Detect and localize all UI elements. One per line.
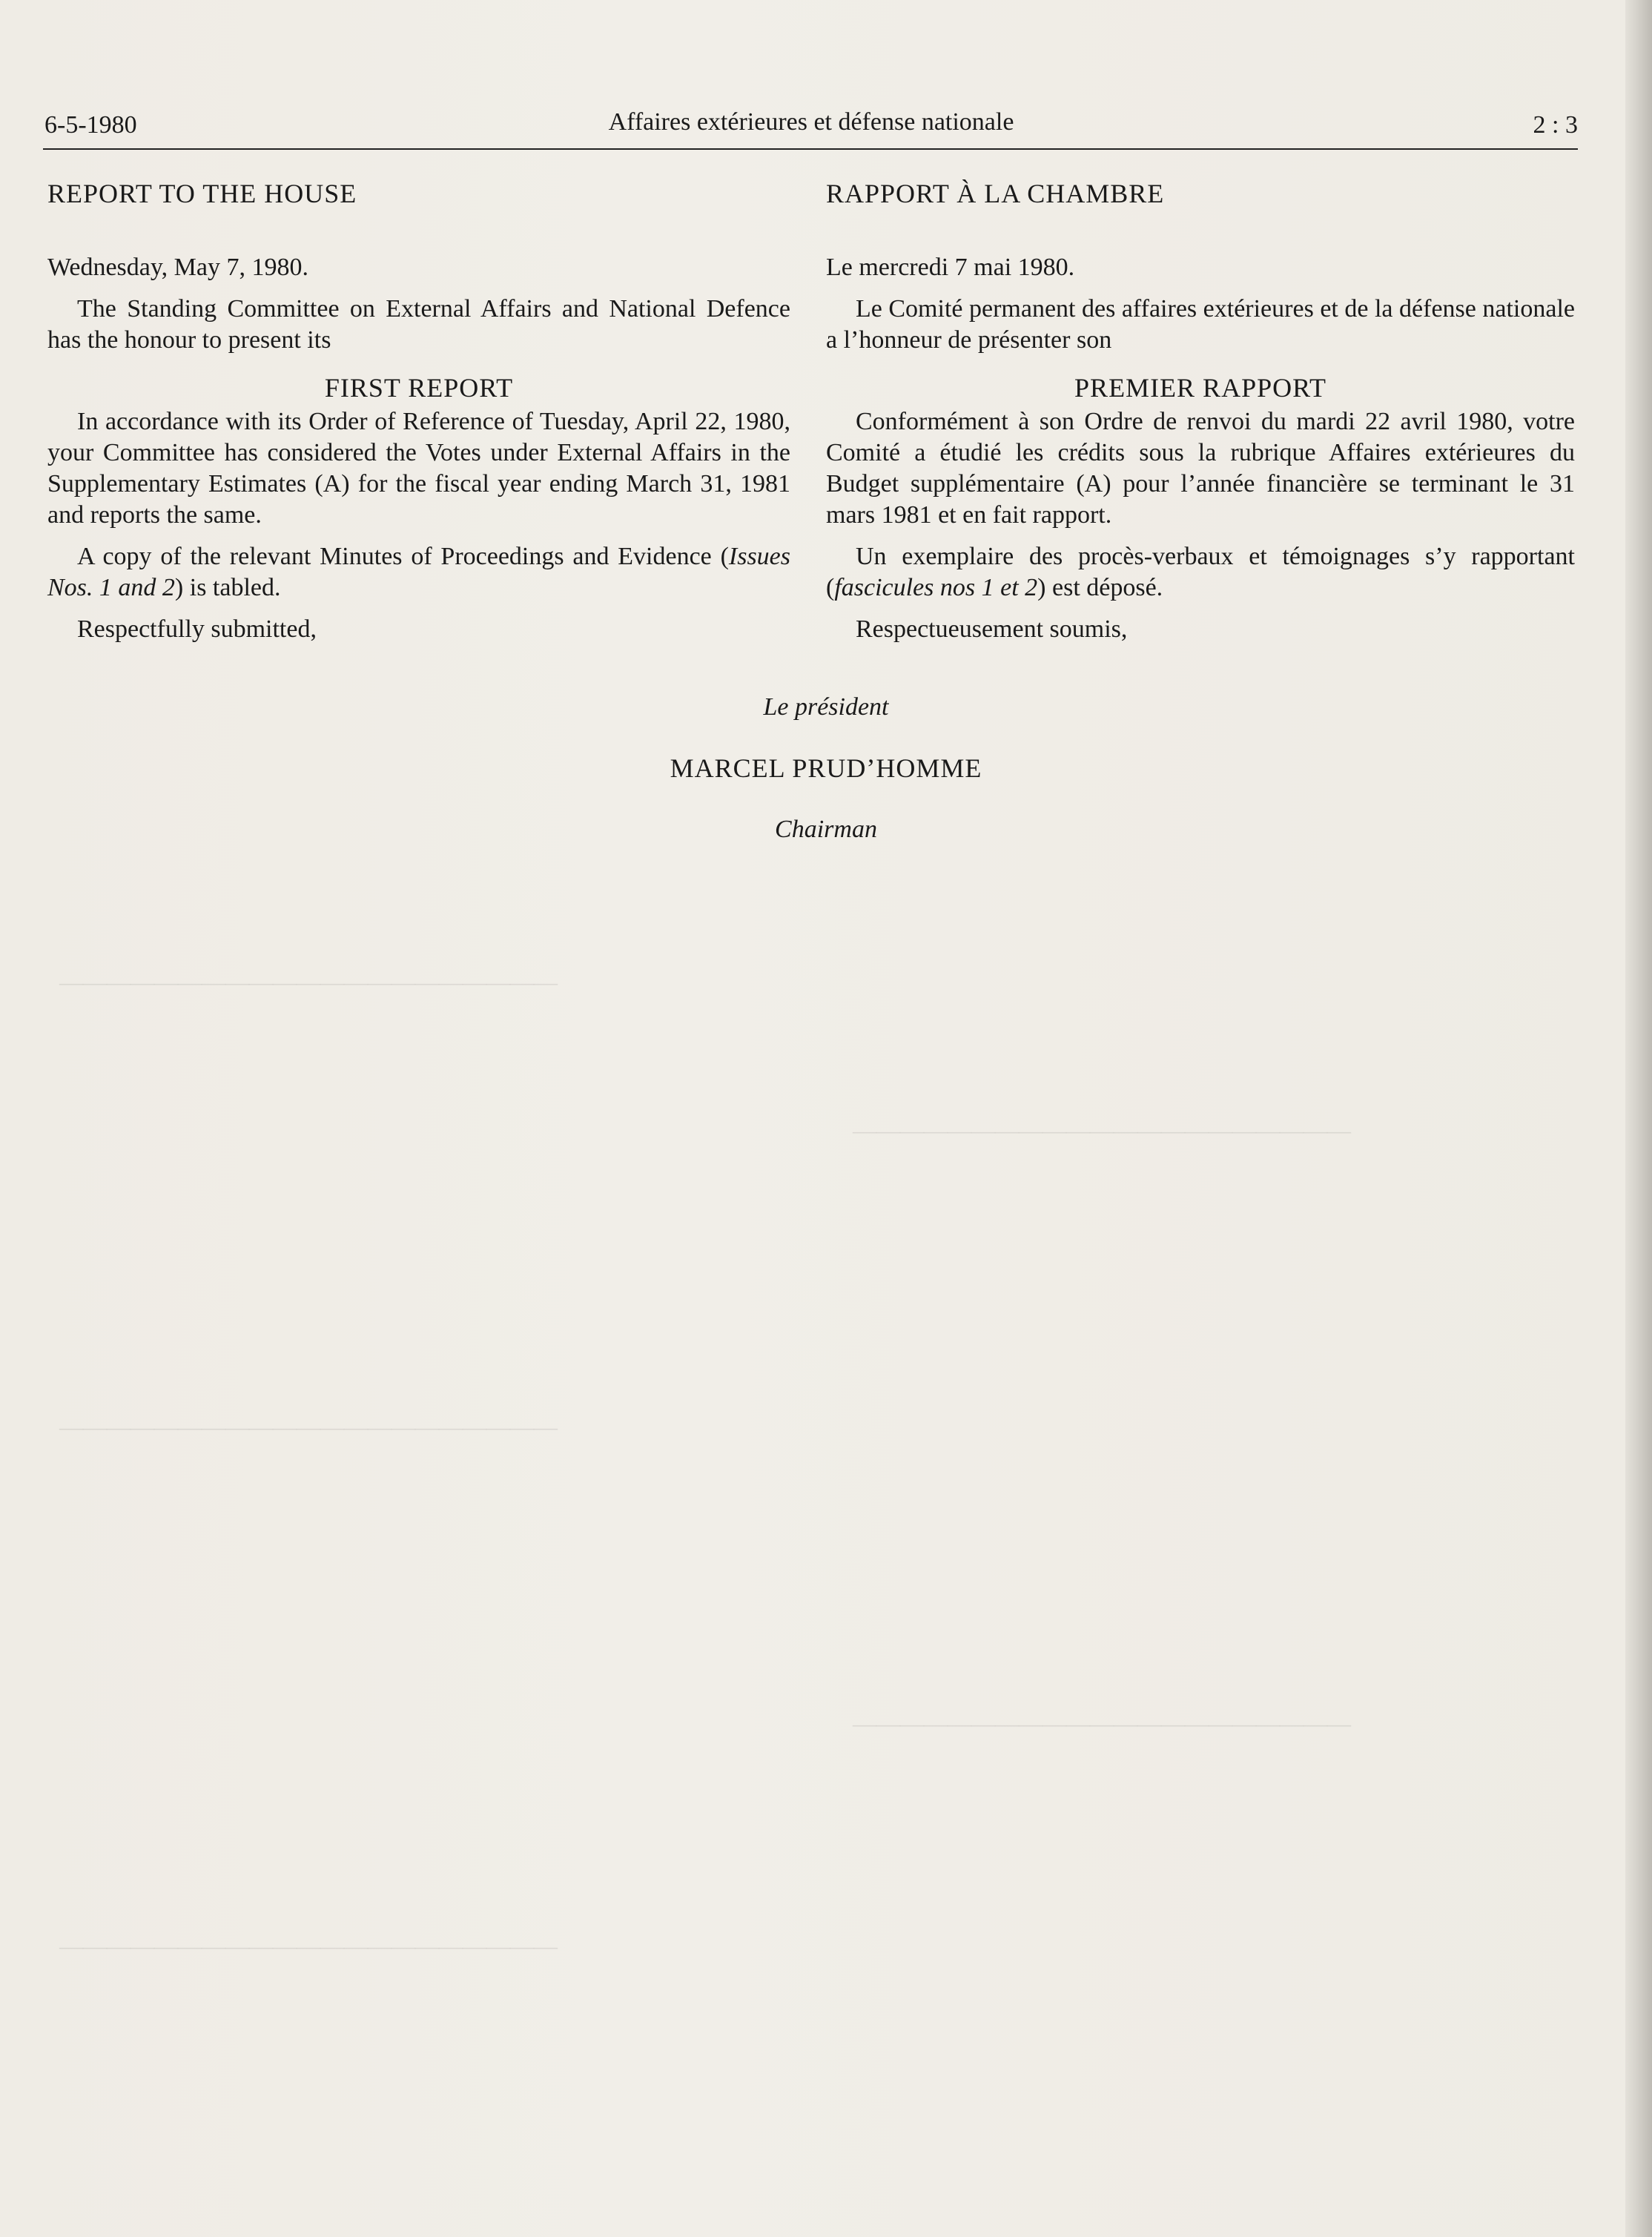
show-through-texture: ————————————————————— [59,1413,558,1440]
show-through-texture: ————————————————————— [59,1932,558,1959]
english-paragraph-1: In accordance with its Order of Reference of Tuesday, April 22, 1980, your Committee has considered the Votes under External Affairs in the Supplementary Estimates (A) for the fiscal year ending March 31, 1981 and reports the same. [47,408,790,529]
french-paragraph-2: Un exemplaire des procès-verbaux et témoignages s’y rapportant (fascicules nos 1 et 2) est déposé. [826,543,1575,601]
english-heading: REPORT TO THE HOUSE [47,179,357,208]
english-closing: Respectfully submitted, [77,615,317,643]
french-heading: RAPPORT À LA CHAMBRE [826,179,1165,208]
signature-role-french: Le président [763,693,889,721]
show-through-texture: ————————————————————— [853,1117,1351,1143]
english-issues-ref: Issues Nos. 1 and 2 [47,543,790,601]
english-paragraph-2: A copy of the relevant Minutes of Proceedings and Evidence (Issues Nos. 1 and 2) is tabled. [47,543,790,601]
header-date: 6-5-1980 [44,111,137,139]
signature-role-english: Chairman [775,816,877,843]
header-title: Affaires extérieures et défense nationale [608,108,1014,136]
show-through-texture: ————————————————————— [59,968,558,995]
french-paragraph-1: Conformément à son Ordre de renvoi du mardi 22 avril 1980, votre Comité a étudié les crédits sous la rubrique Affaires extérieures du Budget supplémentaire (A) pour l’année financière se terminant le 31 mars 1981 et en fait rapport. [826,408,1575,529]
english-report-title: FIRST REPORT [324,373,514,403]
french-date: Le mercredi 7 mai 1980. [826,254,1075,281]
page-edge-shadow [1625,0,1652,2237]
english-date: Wednesday, May 7, 1980. [47,254,308,281]
french-closing: Respectueusement soumis, [856,615,1128,643]
header-page-number: 2 : 3 [1533,111,1578,139]
french-intro: Le Comité permanent des affaires extérieures et de la défense nationale a l’honneur de présenter son [826,295,1575,354]
header-rule [43,148,1578,150]
page-header [44,104,1578,148]
english-intro: The Standing Committee on External Affairs and National Defence has the honour to present its [47,295,790,354]
show-through-texture: ————————————————————— [853,1710,1351,1737]
english-column [47,178,790,645]
signature-name: MARCEL PRUD’HOMME [670,753,982,783]
french-column [826,178,1575,645]
french-issues-ref: fascicules nos 1 et 2 [834,574,1038,601]
french-report-title: PREMIER RAPPORT [1074,373,1326,403]
